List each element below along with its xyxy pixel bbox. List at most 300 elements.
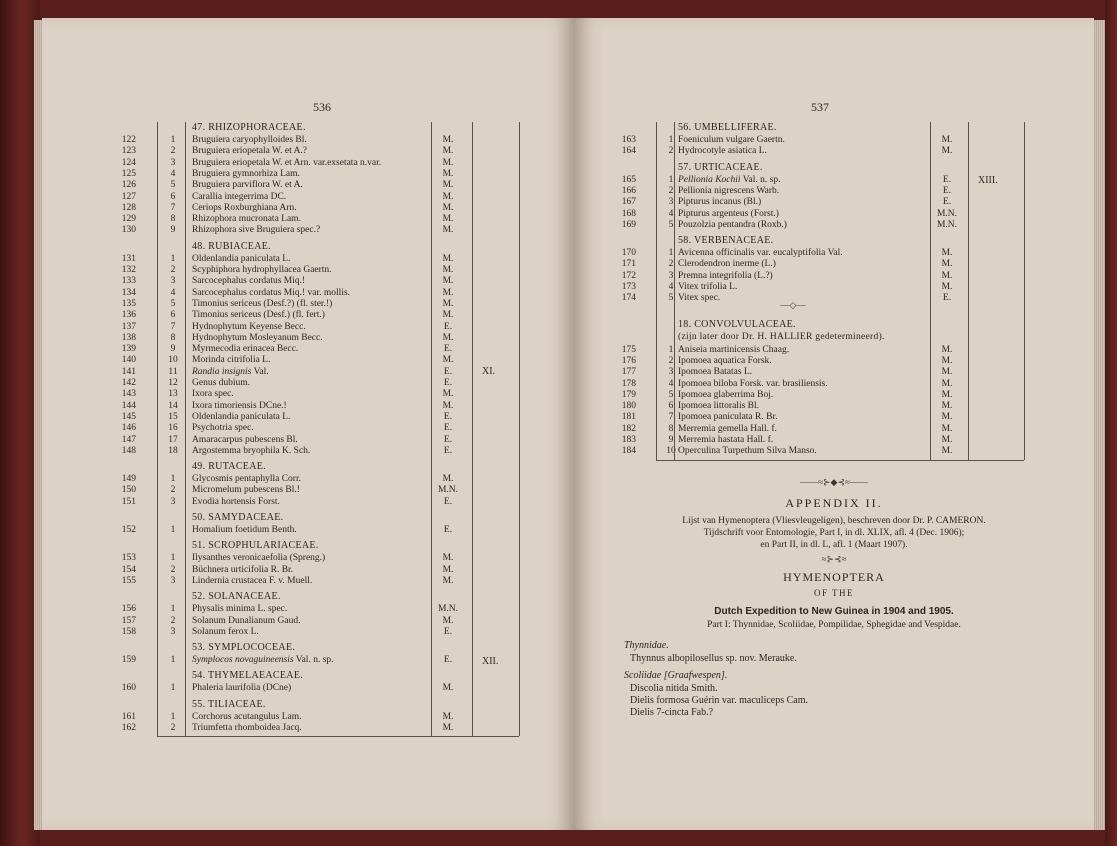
- table-row: [42, 604, 574, 615]
- locality-code: M.: [442, 389, 454, 400]
- locality-code: E.: [443, 525, 453, 535]
- family-index: 1: [668, 344, 674, 355]
- entry-number: 139: [121, 344, 136, 355]
- species-name: Micromelum pubescens Bl.!: [192, 485, 300, 496]
- table-row: [574, 424, 1094, 435]
- species-name: Bruguiera eriopetala W. et Arn. var.exsetata n.var.: [192, 157, 382, 168]
- locality-code: M.: [442, 332, 454, 343]
- family-index: 3: [170, 496, 176, 507]
- locality-code: E.: [443, 366, 453, 377]
- locality-code: E.: [443, 655, 453, 666]
- table-row: [42, 446, 574, 457]
- table-row: [42, 254, 574, 265]
- family-index: 4: [668, 282, 674, 292]
- entry-number: 128: [121, 202, 136, 213]
- table-row: [574, 356, 1094, 367]
- locality-code: M.: [941, 248, 953, 259]
- entry-number: 132: [121, 265, 136, 275]
- entry-number: 134: [121, 287, 136, 298]
- entry-number: 142: [121, 378, 136, 388]
- species-name: Randia insignis Val.: [192, 366, 269, 377]
- locality-code: M.N.: [936, 219, 958, 230]
- plate-label: XIII.: [978, 175, 998, 186]
- species-name: Timonius sericeus (Desf.?) (fl. ster.!): [192, 298, 333, 309]
- appendix-intro-line3: en Part II, in dl. L, afl. 1 (Maart 1907).: [760, 540, 908, 550]
- species-name: Bruguiera eriopetala W. et A.?: [192, 146, 308, 157]
- appendix-title: APPENDIX II.: [785, 496, 883, 510]
- table-row: [574, 135, 1094, 146]
- locality-code: E.: [443, 445, 453, 456]
- table-row: [574, 186, 1094, 197]
- entry-number: 138: [121, 332, 136, 343]
- species-name: Ixora timoriensis DCne.!: [192, 400, 287, 411]
- family-index: 5: [170, 180, 176, 191]
- species-name: Avicenna officinalis var. eucalyptifolia Val.: [678, 248, 843, 259]
- family-index: 2: [668, 146, 674, 157]
- table-row: [42, 435, 574, 446]
- entry-number: 183: [621, 435, 636, 445]
- scoliidae-entry-2: Dielis formosa Guérin var. maculiceps Cam.: [630, 695, 809, 706]
- left-page: [42, 18, 574, 830]
- entry-number: 122: [121, 135, 136, 145]
- family-index: 1: [170, 253, 176, 264]
- entry-number: 145: [121, 411, 136, 422]
- table-row: [42, 276, 574, 287]
- locality-code: M.: [442, 711, 454, 722]
- locality-code: M.: [941, 344, 953, 355]
- locality-code: M.: [442, 287, 454, 298]
- family-index: 8: [668, 423, 674, 434]
- page-edges-right: [1093, 20, 1105, 830]
- locality-code: M.: [442, 310, 454, 321]
- thynnidae-heading: Thynnidae.: [624, 640, 669, 651]
- table-row: [574, 412, 1094, 423]
- family-heading: 50. SAMYDACEAE.: [192, 512, 284, 523]
- species-name: Ixora spec.: [192, 389, 234, 400]
- entry-number: 141: [121, 366, 136, 377]
- entry-number: 160: [121, 683, 136, 694]
- family-index: 17: [168, 434, 178, 445]
- entry-number: 164: [621, 146, 636, 157]
- species-name: Merremia hastata Hall. f.: [678, 435, 774, 445]
- family-index: 1: [170, 604, 176, 615]
- family-index: 11: [168, 366, 178, 377]
- table-row: [42, 553, 574, 564]
- locality-code: M.: [941, 378, 953, 389]
- plate-label: XI.: [482, 366, 496, 377]
- locality-code: M.: [941, 401, 953, 412]
- species-name: Scyphiphora hydrophyllacea Gaertn.: [192, 265, 332, 275]
- locality-code: E.: [443, 411, 453, 422]
- entry-number: 131: [121, 253, 136, 264]
- table-row: [42, 192, 574, 203]
- locality-code: M.: [442, 202, 454, 213]
- entry-number: 148: [121, 445, 136, 456]
- species-name: Phaleria laurifolia (DCne): [192, 683, 292, 694]
- locality-code: M.: [442, 214, 454, 225]
- appendix-intro-line1: Lijst van Hymenoptera (Vliesvleugeligen), beschreven door Dr. P. CAMERON.: [682, 516, 986, 526]
- entry-number: 146: [121, 423, 136, 434]
- species-name: Sarcocephalus cordatus Miq.! var. mollis.: [192, 287, 351, 298]
- table-row: [42, 378, 574, 389]
- locality-code: M.: [941, 146, 953, 157]
- family-index: 1: [170, 525, 176, 535]
- family-index: 13: [168, 389, 178, 400]
- locality-code: M.: [442, 276, 454, 287]
- species-name: Triumfetta rhomboidea Jacq.: [192, 723, 302, 733]
- species-name: Ipomoea Batatas L.: [678, 367, 753, 378]
- scoliidae-entry-1: Discolia nitida Smith.: [630, 683, 718, 694]
- locality-code: M.N.: [437, 485, 459, 496]
- species-name: Operculina Turpethum Silva Manso.: [678, 446, 817, 457]
- species-name: Ipomoea paniculata R. Br.: [678, 412, 778, 423]
- entry-number: 161: [121, 711, 136, 722]
- family-index: 18: [168, 445, 178, 456]
- table-row: [42, 310, 574, 321]
- table-row: [42, 616, 574, 627]
- family-index: 5: [668, 389, 674, 400]
- entry-number: 125: [121, 168, 136, 179]
- species-name: Timonius sericeus (Desf.) (fl. fert.): [192, 310, 325, 321]
- locality-code: E.: [443, 378, 453, 388]
- entry-number: 150: [121, 485, 136, 496]
- entry-number: 133: [121, 276, 136, 287]
- family-heading: 54. THYMELAEACEAE.: [192, 670, 304, 682]
- species-name: Oldenlandia paniculata L.: [192, 253, 291, 264]
- species-name: Oldenlandia paniculata L.: [192, 411, 291, 422]
- entry-number: 127: [121, 191, 136, 202]
- family-index: 2: [668, 355, 674, 366]
- table-row: [42, 627, 574, 638]
- species-name: Evodia hortensis Forst.: [192, 496, 280, 507]
- locality-code: E.: [942, 293, 952, 304]
- family-index: 6: [170, 310, 176, 321]
- entry-number: 180: [621, 401, 636, 412]
- species-name: Physalis minima L. spec.: [192, 604, 288, 615]
- family-index: 10: [666, 446, 676, 457]
- family-index: 4: [170, 287, 176, 298]
- species-name: Solanum ferox L.: [192, 626, 259, 637]
- locality-code: E.: [942, 185, 952, 196]
- table-row: [42, 180, 574, 191]
- family-heading: 18. CONVOLVULACEAE.: [678, 318, 796, 330]
- species-name: Argostemma bryophila K. Sch.: [192, 445, 311, 456]
- locality-code: M.: [442, 146, 454, 157]
- species-name: Sarcocephalus cordatus Miq.!: [192, 276, 306, 287]
- locality-code: E.: [443, 423, 453, 434]
- entry-number: 151: [121, 496, 136, 507]
- species-name: Merremia gemella Hall. f.: [678, 423, 777, 434]
- species-name: Premna integrifolia (L.?): [678, 270, 773, 281]
- locality-code: M.N.: [437, 604, 459, 615]
- locality-code: M.: [442, 168, 454, 179]
- table-row: [574, 401, 1094, 412]
- family-index: 5: [170, 298, 176, 309]
- entry-number: 129: [121, 214, 136, 225]
- species-name: Hydnophytum Keyense Becc.: [192, 321, 306, 332]
- locality-code: M.: [941, 259, 953, 270]
- locality-code: M.: [941, 389, 953, 400]
- table-row: [574, 175, 1094, 186]
- table-row: [42, 474, 574, 485]
- locality-code: M.: [442, 723, 454, 733]
- family-index: 3: [170, 157, 176, 168]
- plate-label: XII.: [482, 656, 499, 667]
- table-row: [42, 158, 574, 169]
- family-index: 1: [170, 553, 176, 564]
- species-name: Glycosmis pentaphylla Corr.: [192, 474, 301, 485]
- family-index: 2: [668, 185, 674, 196]
- scoliidae-heading: Scoliidae [Graafwespen].: [624, 670, 728, 681]
- table-row: [574, 367, 1094, 378]
- entry-number: 177: [621, 367, 636, 378]
- locality-code: M.: [442, 474, 454, 485]
- table-row: [42, 525, 574, 536]
- table-row: [574, 282, 1094, 293]
- locality-code: M.: [442, 191, 454, 202]
- table-row: [574, 259, 1094, 270]
- table-row: [574, 446, 1094, 457]
- family-index: 2: [170, 265, 176, 275]
- entry-number: 136: [121, 310, 136, 321]
- locality-code: E.: [443, 496, 453, 507]
- family-index: 6: [170, 191, 176, 202]
- table-row: [42, 576, 574, 587]
- of-the-line: OF THE: [813, 588, 855, 598]
- species-name: Genus dubium.: [192, 378, 251, 388]
- species-name: Amaracarpus pubescens Bl.: [192, 434, 298, 445]
- locality-code: E.: [443, 321, 453, 332]
- locality-code: M.: [442, 135, 454, 145]
- entry-number: 157: [121, 615, 136, 626]
- species-name: Psychotria spec.: [192, 423, 254, 434]
- species-name: Symplocos novaguineensis Val. n. sp.: [192, 655, 334, 666]
- locality-code: E.: [443, 434, 453, 445]
- table-row: [42, 412, 574, 423]
- part-line: Part I: Thynnidae, Scoliidae, Pompilidae, Sphegidae and Vespidae.: [707, 620, 961, 630]
- table-row: [574, 197, 1094, 208]
- book-cover-right: [1105, 0, 1117, 846]
- family-index: 3: [668, 367, 674, 378]
- family-heading: 57. URTICACEAE.: [678, 161, 763, 173]
- family-heading: 51. SCROPHULARIACEAE.: [192, 540, 319, 552]
- locality-code: E.: [942, 174, 952, 185]
- family-index: 1: [668, 135, 674, 145]
- locality-code: E.: [443, 344, 453, 355]
- small-ornament: ≈⊱⊰≈: [821, 554, 847, 564]
- locality-code: M.: [442, 355, 454, 366]
- small-ornament: —◇—: [780, 300, 806, 310]
- family-heading: 55. TILIACEAE.: [192, 698, 266, 710]
- table-row: [42, 225, 574, 236]
- family-index: 2: [170, 723, 176, 733]
- entry-number: 172: [621, 270, 636, 281]
- table-row: [42, 683, 574, 694]
- entry-number: 147: [121, 434, 136, 445]
- family-index: 3: [170, 575, 176, 586]
- species-name: Ceriops Roxburghiana Arn.: [192, 202, 297, 213]
- locality-code: M.: [941, 367, 953, 378]
- species-name: Ipomoea biloba Forsk. var. brasiliensis.: [678, 378, 828, 389]
- column-rule: [157, 122, 158, 736]
- family-index: 8: [170, 214, 176, 225]
- species-name: Hydnophytum Mosleyanum Becc.: [192, 332, 323, 343]
- table-row: [42, 565, 574, 576]
- table-row: [574, 220, 1094, 231]
- expedition-line: Dutch Expedition to New Guinea in 1904 and 1905.: [714, 606, 954, 617]
- family-index: 7: [170, 321, 176, 332]
- family-index: 14: [168, 400, 178, 411]
- family-index: 2: [668, 259, 674, 270]
- table-row: [42, 322, 574, 333]
- hymenoptera-heading: HYMENOPTERA: [783, 570, 885, 584]
- table-bottom-rule: [656, 460, 1024, 461]
- column-rule: [674, 122, 675, 460]
- family-heading: 48. RUBIACEAE.: [192, 240, 271, 252]
- entry-number: 179: [621, 389, 636, 400]
- entry-number: 182: [621, 423, 636, 434]
- species-name: Pellionia nigrescens Warb.: [678, 185, 780, 196]
- family-index: 7: [170, 202, 176, 213]
- species-name: Morinda citrifolia L.: [192, 355, 271, 366]
- entry-number: 173: [621, 282, 636, 292]
- family-index: 4: [668, 208, 674, 219]
- entry-number: 170: [621, 248, 636, 259]
- entry-number: 158: [121, 626, 136, 637]
- entry-number: 154: [121, 564, 136, 575]
- table-row: [574, 435, 1094, 446]
- species-name: Hydrocotyle asiatica L.: [678, 146, 767, 157]
- entry-number: 171: [621, 259, 636, 270]
- family-index: 16: [168, 423, 178, 434]
- entry-number: 181: [621, 412, 636, 423]
- species-name: Ipomoea glaberrima Boj.: [678, 389, 774, 400]
- locality-code: E.: [443, 626, 453, 637]
- family-index: 4: [668, 378, 674, 389]
- ornament-divider: ——≈⊱◆⊰≈——: [800, 477, 868, 487]
- column-rule: [519, 122, 520, 736]
- table-row: [42, 712, 574, 723]
- species-name: Bruguiera caryophylloides Bl.: [192, 135, 307, 145]
- entry-number: 155: [121, 575, 136, 586]
- page-number: 537: [811, 100, 829, 114]
- entry-number: 169: [621, 219, 636, 230]
- table-row: [42, 203, 574, 214]
- table-row: [42, 401, 574, 412]
- family-index: 10: [168, 355, 178, 366]
- locality-code: M.: [442, 575, 454, 586]
- table-row: [42, 355, 574, 366]
- thynnus-entry: Thynnus albopilosellus sp. nov. Merauke.: [630, 653, 797, 664]
- column-rule: [472, 122, 473, 736]
- species-name: Homalium foetidum Benth.: [192, 525, 297, 535]
- entry-number: 167: [621, 197, 636, 208]
- family-index: 3: [668, 270, 674, 281]
- family-index: 1: [170, 655, 176, 666]
- family-index: 1: [170, 135, 176, 145]
- species-name: Bruguiera gymnorhiza Lam.: [192, 168, 300, 179]
- family-index: 9: [170, 225, 176, 236]
- family-index: 1: [170, 683, 176, 694]
- entry-number: 153: [121, 553, 136, 564]
- species-name: Bruguiera parviflora W. et A.: [192, 180, 303, 191]
- table-row: [574, 379, 1094, 390]
- locality-code: E.: [942, 197, 952, 208]
- locality-code: M.: [941, 135, 953, 145]
- species-name: Solanum Dunalianum Gaud.: [192, 615, 301, 626]
- family-index: 5: [668, 293, 674, 304]
- species-name: Rhizophora sive Bruguiera spec.?: [192, 225, 321, 236]
- locality-code: M.: [941, 270, 953, 281]
- entry-number: 162: [121, 723, 136, 733]
- table-row: [574, 271, 1094, 282]
- entry-number: 152: [121, 525, 136, 535]
- table-row: [42, 265, 574, 276]
- species-name: Rhizophora mucronata Lam.: [192, 214, 301, 225]
- family-index: 2: [170, 564, 176, 575]
- table-row: [42, 497, 574, 508]
- family-index: 3: [170, 626, 176, 637]
- species-name: Foeniculum vulgare Gaertn.: [678, 135, 785, 145]
- entry-number: 156: [121, 604, 136, 615]
- entry-number: 174: [621, 293, 636, 304]
- species-name: Clerodendron inerme (L.): [678, 259, 776, 270]
- family-index: 9: [170, 344, 176, 355]
- entry-number: 135: [121, 298, 136, 309]
- species-name: Ilysanthes veronicaefolia (Spreng.): [192, 553, 326, 564]
- table-row: [42, 389, 574, 400]
- family-heading: 49. RUTACEAE.: [192, 461, 266, 473]
- column-rule: [1024, 122, 1025, 460]
- locality-code: M.: [442, 400, 454, 411]
- entry-number: 124: [121, 157, 136, 168]
- table-row: [574, 209, 1094, 220]
- entry-number: 166: [621, 185, 636, 196]
- family-heading: 53. SYMPLOCOCEAE.: [192, 642, 296, 654]
- family-index: 6: [668, 401, 674, 412]
- locality-code: M.: [941, 355, 953, 366]
- species-name: Pipturus incanus (Bl.): [678, 197, 762, 208]
- species-name: Ipomoea aquatica Forsk.: [678, 355, 772, 366]
- table-row: [42, 723, 574, 734]
- table-row: [42, 344, 574, 355]
- locality-code: M.: [941, 423, 953, 434]
- species-name: Carallia integerrima DC.: [192, 191, 287, 202]
- table-row: [574, 248, 1094, 259]
- column-rule: [968, 122, 969, 460]
- species-name: Pellionia Kochii Val. n. sp.: [678, 174, 781, 185]
- family-heading: 58. VERBENACEAE.: [678, 235, 774, 247]
- table-row: [42, 333, 574, 344]
- species-name: Aniseia martinicensis Chaag.: [678, 344, 790, 355]
- entry-number: 178: [621, 378, 636, 389]
- family-heading: 47. RHIZOPHORACEAE.: [192, 122, 306, 133]
- page-number: 536: [313, 100, 331, 114]
- entry-number: 163: [621, 135, 636, 145]
- family-index: 15: [168, 411, 178, 422]
- family-index: 2: [170, 615, 176, 626]
- family-index: 8: [170, 332, 176, 343]
- family-index: 3: [170, 276, 176, 287]
- locality-code: M.: [442, 225, 454, 236]
- family-index: 9: [668, 435, 674, 445]
- table-row: [574, 345, 1094, 356]
- table-row: [42, 146, 574, 157]
- locality-code: M.: [442, 298, 454, 309]
- family-index: 1: [170, 474, 176, 485]
- table-row: [42, 423, 574, 434]
- family-index: 12: [168, 378, 178, 388]
